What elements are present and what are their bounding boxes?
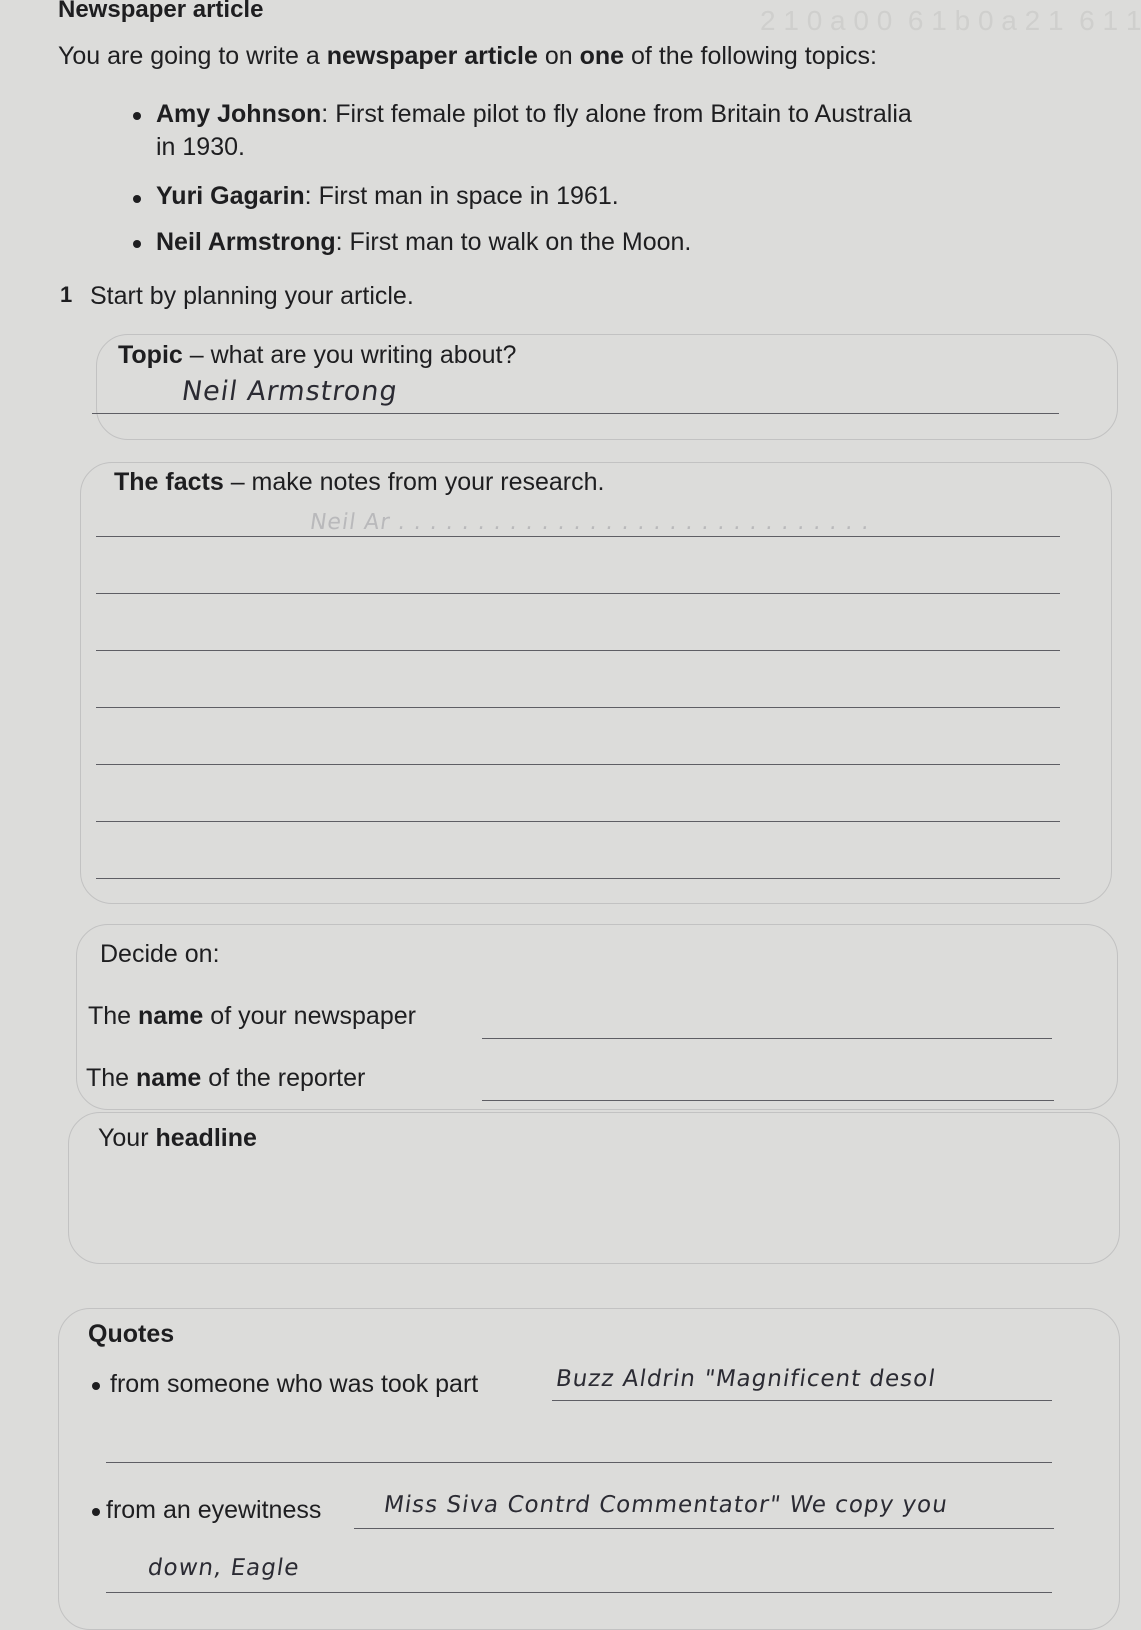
headline-writing-area[interactable]	[80, 1160, 1060, 1250]
quotes-heading: Quotes	[88, 1320, 175, 1348]
headline-bold: headline	[155, 1124, 257, 1152]
notes-line[interactable]	[96, 593, 1060, 594]
notes-line[interactable]	[96, 707, 1060, 708]
eyewitness-answer-continued[interactable]: down, Eagle	[146, 1555, 302, 1581]
topic-label	[118, 341, 516, 370]
newspaper-name-label	[88, 1002, 416, 1031]
intro-bold-2: one	[579, 42, 625, 70]
show-through-text: 2 1 0 a 0 0 6 1 b 0 a 2 1 6 1 1	[760, 5, 1141, 36]
label-pre: The	[88, 1002, 139, 1030]
facts-label-bold: The facts	[114, 468, 224, 496]
quotes-box	[58, 1308, 1120, 1630]
topic-item-neil-armstrong	[156, 228, 691, 257]
bullet-dot	[133, 112, 141, 120]
eyewitness-answer[interactable]: Miss Siva Contrd Commentator" We copy you	[382, 1492, 950, 1518]
topic-item-amy-johnson	[156, 100, 912, 129]
notes-line[interactable]	[96, 878, 1060, 879]
intro-before: You are going to write a	[58, 42, 327, 70]
eyewitness-line[interactable]	[354, 1528, 1054, 1529]
participant-label: from someone who was took part	[110, 1370, 479, 1398]
section-title: Newspaper article	[58, 0, 264, 23]
topic-answer-line[interactable]	[92, 413, 1059, 414]
headline-pre: Your	[98, 1124, 156, 1152]
decide-heading: Decide on:	[100, 940, 220, 968]
bullet-dot	[92, 1508, 100, 1516]
topic-desc-continued: in 1930.	[156, 133, 245, 161]
participant-answer[interactable]: Buzz Aldrin "Magnificent desol	[554, 1366, 938, 1392]
participant-line-2[interactable]	[106, 1462, 1052, 1463]
topic-name: Yuri Gagarin	[156, 182, 305, 210]
facts-label	[114, 468, 604, 497]
newspaper-name-line[interactable]	[482, 1038, 1052, 1039]
label-post: of the reporter	[201, 1064, 366, 1092]
bullet-dot	[92, 1382, 100, 1390]
reporter-name-label	[86, 1064, 365, 1093]
topic-label-rest: – what are you writing about?	[182, 341, 517, 369]
notes-line[interactable]	[96, 821, 1060, 822]
topic-item-yuri-gagarin	[156, 182, 619, 211]
notes-line[interactable]	[96, 536, 1060, 537]
facts-label-rest: – make notes from your research.	[223, 468, 605, 496]
intro-after: of the following topics:	[624, 42, 877, 70]
label-post: of your newspaper	[203, 1002, 416, 1030]
headline-label	[98, 1124, 257, 1153]
step-text: Start by planning your article.	[90, 282, 414, 310]
topic-desc: : First man to walk on the Moon.	[335, 228, 692, 256]
topic-desc: : First man in space in 1961.	[304, 182, 619, 210]
label-pre: The	[86, 1064, 137, 1092]
facts-faint-notes: Neil Ar . . . . . . . . . . . . . . . . . . . . . . . . . . . . . .	[308, 510, 872, 535]
intro-text	[58, 42, 877, 71]
label-bold: name	[138, 1002, 204, 1030]
topic-answer[interactable]: Neil Armstrong	[179, 376, 400, 407]
topic-desc: : First female pilot to fly alone from Britain to Australia	[321, 100, 912, 128]
step-number: 1	[60, 282, 73, 307]
topic-name: Neil Armstrong	[156, 228, 336, 256]
eyewitness-line-2[interactable]	[106, 1592, 1052, 1593]
bullet-dot	[133, 195, 141, 203]
topic-label-bold: Topic	[118, 341, 183, 369]
intro-bold-1: newspaper article	[326, 42, 538, 70]
topic-name: Amy Johnson	[156, 100, 322, 128]
notes-line[interactable]	[96, 650, 1060, 651]
reporter-name-line[interactable]	[482, 1100, 1054, 1101]
participant-line[interactable]	[552, 1400, 1052, 1401]
notes-line[interactable]	[96, 764, 1060, 765]
eyewitness-label: from an eyewitness	[106, 1496, 322, 1524]
bullet-dot	[133, 240, 141, 248]
label-bold: name	[136, 1064, 202, 1092]
intro-middle: on	[537, 42, 580, 70]
